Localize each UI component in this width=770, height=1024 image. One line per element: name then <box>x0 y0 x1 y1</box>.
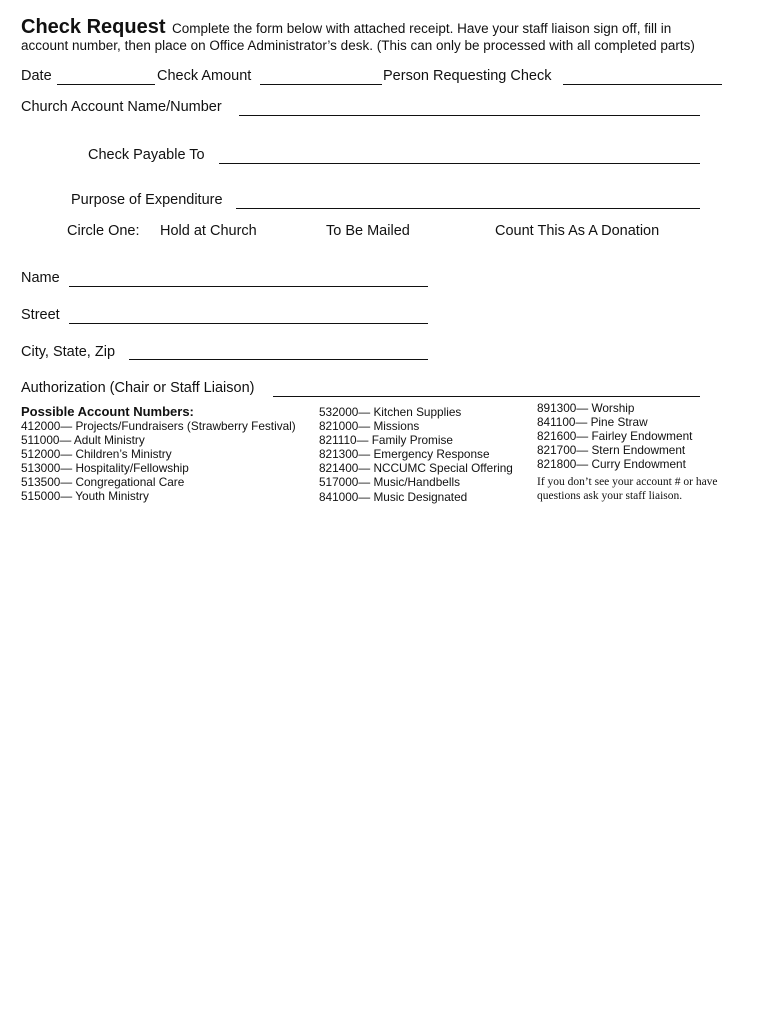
date-field[interactable] <box>57 84 155 85</box>
account-column-3 <box>537 401 692 471</box>
authorization-label: Authorization (Chair or Staff Liaison) <box>21 380 255 396</box>
account-entry: 511000— Adult Ministry <box>21 433 145 448</box>
city-state-zip-field[interactable] <box>129 359 428 360</box>
option-to-be-mailed[interactable]: To Be Mailed <box>326 223 410 239</box>
church-account-field[interactable] <box>239 115 700 116</box>
account-entry: 517000— Music/Handbells <box>319 475 460 490</box>
street-label: Street <box>21 307 60 323</box>
church-account-label: Church Account Name/Number <box>21 99 222 115</box>
check-amount-field[interactable] <box>260 84 382 85</box>
person-requesting-label: Person Requesting Check <box>383 68 552 84</box>
account-entry: 841000— Music Designated <box>319 489 468 504</box>
account-entry: 821000— Missions <box>319 419 420 434</box>
option-donation[interactable]: Count This As A Donation <box>495 223 660 239</box>
street-field[interactable] <box>69 323 428 324</box>
instructions-line-2: account number, then place on Office Administrator’s desk. (This can only be processed with all completed parts) <box>21 38 695 53</box>
person-requesting-field[interactable] <box>563 84 722 85</box>
account-entry: 891300— Worship <box>537 401 635 415</box>
circle-one-label: Circle One: <box>67 223 140 239</box>
account-numbers-heading: Possible Account Numbers: <box>21 404 194 419</box>
purpose-label: Purpose of Expenditure <box>71 192 223 208</box>
account-entry: 821110— Family Promise <box>319 433 453 448</box>
payable-to-label: Check Payable To <box>88 147 205 163</box>
account-entry: 532000— Kitchen Supplies <box>319 405 462 419</box>
account-entry: 513500— Congregational Care <box>21 475 185 490</box>
account-entry: 412000— Projects/Fundraisers (Strawberry Festival) <box>21 419 296 433</box>
account-entry: 841100— Pine Straw <box>537 415 648 430</box>
account-entry: 512000— Children’s Ministry <box>21 447 172 462</box>
account-help-note: If you don’t see your account # or have questions ask your staff liaison. <box>537 476 718 502</box>
name-label: Name <box>21 270 60 286</box>
name-field[interactable] <box>69 286 428 287</box>
check-amount-label: Check Amount <box>157 68 252 84</box>
purpose-field[interactable] <box>236 208 700 209</box>
option-hold-at-church[interactable]: Hold at Church <box>160 223 257 239</box>
account-column-2 <box>319 405 513 504</box>
account-entry: 821300— Emergency Response <box>319 447 490 462</box>
instructions-line-1: Complete the form below with attached receipt. Have your staff liaison sign off, fill in <box>172 21 672 36</box>
account-entry: 821400— NCCUMC Special Offering <box>319 461 513 476</box>
date-label: Date <box>21 68 52 84</box>
account-entry: 821800— Curry Endowment <box>537 457 686 472</box>
account-entry: 515000— Youth Ministry <box>21 489 149 504</box>
authorization-field[interactable] <box>273 396 700 397</box>
account-entry: 513000— Hospitality/Fellowship <box>21 461 189 476</box>
account-entry: 821700— Stern Endowment <box>537 443 686 458</box>
payable-to-field[interactable] <box>219 163 700 164</box>
account-column-1 <box>21 404 296 504</box>
city-state-zip-label: City, State, Zip <box>21 344 116 360</box>
account-entry: 821600— Fairley Endowment <box>537 429 693 444</box>
form-title: Check Request <box>21 16 166 38</box>
